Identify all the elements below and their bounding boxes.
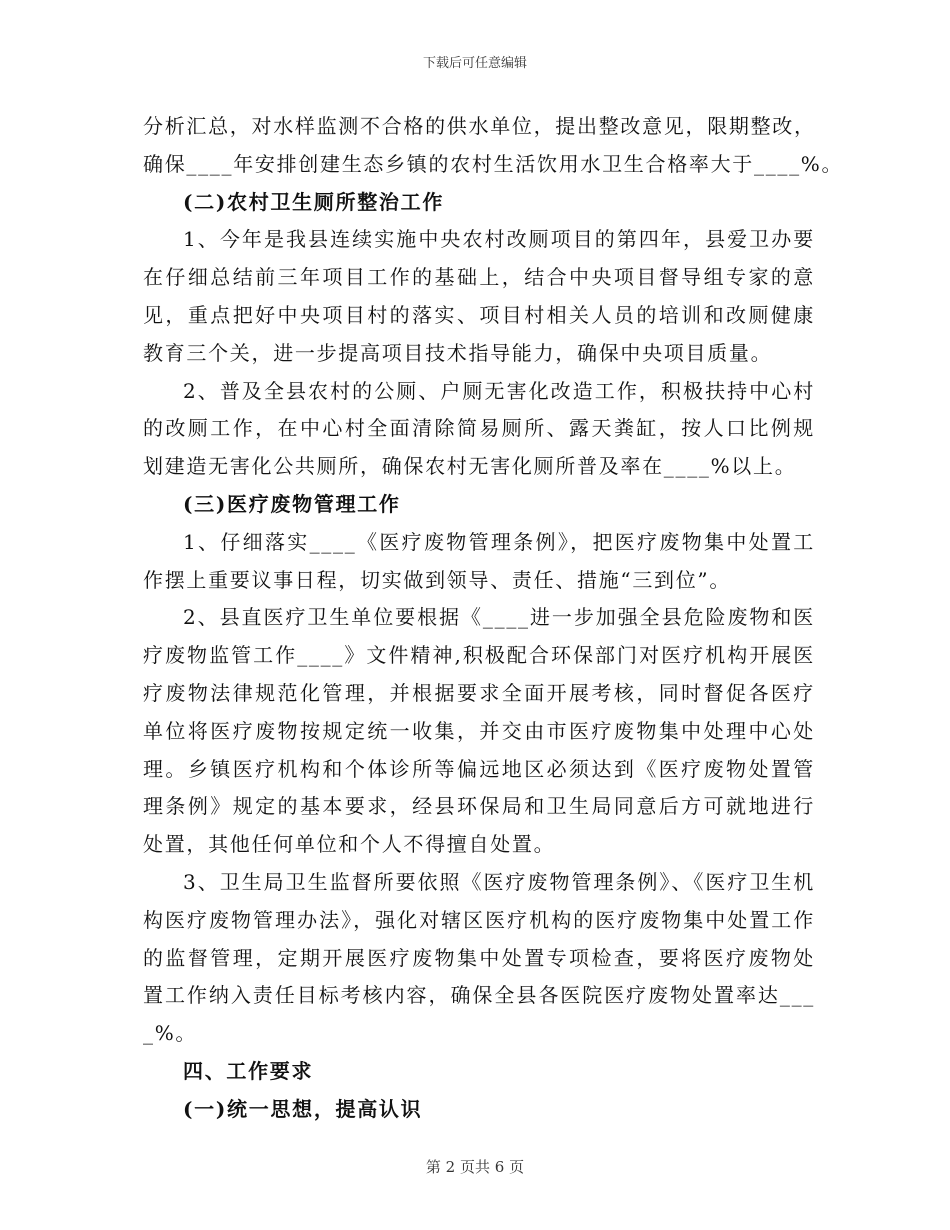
section-heading-toilet: (二)农村卫生厕所整治工作 [183, 189, 445, 214]
subsection-heading-unify-thinking: (一)统一思想，提高认识 [183, 1096, 423, 1121]
section-heading-requirements: 四、工作要求 [183, 1058, 314, 1083]
text-line: 确保____年安排创建生态乡镇的农村生活饮用水卫生合格率大于____%。 [143, 151, 844, 176]
page-number: 第 2 页共 6 页 [425, 1158, 525, 1176]
paragraph-water-quality [143, 108, 844, 184]
paragraph-waste-supervision: 3、卫生局卫生监督所要依照《医疗废物管理条例》、《医疗卫生机构医疗废物管理办法》，强化对辖区医疗机构的医疗废物集中处置工作的监督管理，定期开展医疗废物集中处置专项检查，要将医疗废物处置工作纳入责任目标考核内容，确保全县各医院医疗废物处置率达____%。 [143, 869, 815, 1046]
paragraph-waste-units: 2、县直医疗卫生单位要根据《____进一步加强全县危险废物和医疗废物监管工作____》文件精神,积极配合环保部门对医疗机构开展医疗废物法律规范化管理，并根据要求全面开展考核，同时督促各医疗单位将医疗废物按规定统一收集，并交由市医疗废物集中处理中心处理。乡镇医疗机构和个体诊所等偏远地区必须达到《医疗废物处置管理条例》规定的基本要求，经县环保局和卫生局同意后方可就地进行处置，其他任何单位和个人不得擅自处置。 [143, 605, 815, 857]
text-line: 分析汇总，对水样监测不合格的供水单位，提出整改意见，限期整改， [143, 114, 816, 138]
document-body [143, 108, 844, 1129]
page-header-note: 下载后可任意编辑 [422, 56, 527, 71]
section-heading-medical-waste: (三)医疗废物管理工作 [183, 491, 401, 516]
paragraph-toilet-project: 1、今年是我县连续实施中央农村改厕项目的第四年，县爱卫办要在仔细总结前三年项目工作的基础上，结合中央项目督导组专家的意见，重点把好中央项目村的落实、项目村相关人员的培训和改厕健康教育三个关，进一步提高项目技术指导能力，确保中央项目质量。 [143, 227, 815, 365]
paragraph-toilet-renovation: 2、普及全县农村的公厕、户厕无害化改造工作，积极扶持中心村的改厕工作，在中心村全面清除简易厕所、露天粪缸，按人口比例规划建造无害化公共厕所，确保农村无害化厕所普及率在____%以上。 [143, 378, 815, 479]
paragraph-waste-regulation: 1、仔细落实____《医疗废物管理条例》，把医疗废物集中处置工作摆上重要议事日程，切实做到领导、责任、措施“三到位”。 [143, 529, 815, 592]
